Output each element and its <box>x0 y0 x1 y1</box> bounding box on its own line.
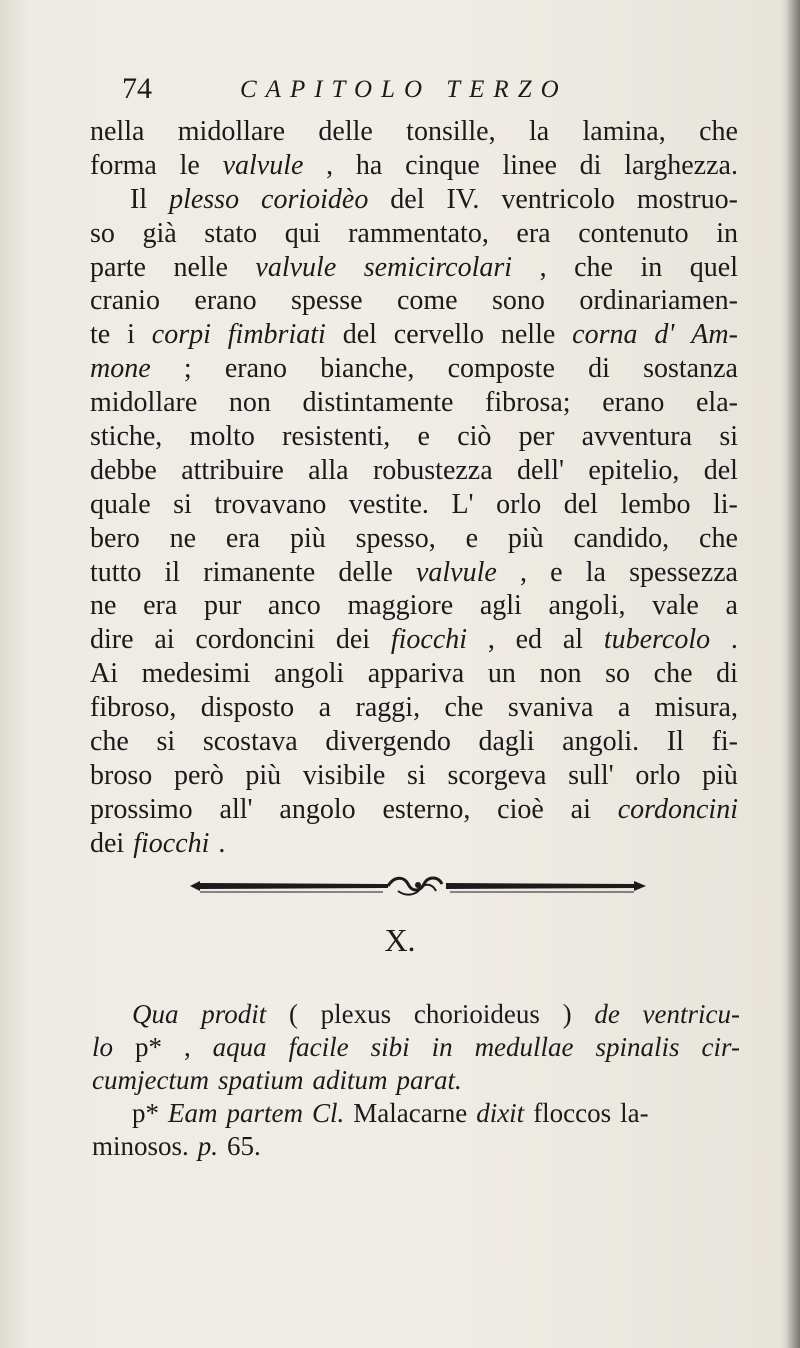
text-line: midollare non distintamente fibrosa; erano ela- <box>90 387 738 419</box>
section-number: X. <box>384 922 416 958</box>
text-line: p* Eam partem Cl. Malacarne dixit floccos la- <box>132 1098 649 1128</box>
text-line: prossimo all' angolo esterno, cioè ai cordoncini <box>90 793 738 825</box>
text-line: parte nelle valvule semicircolari , che in quel <box>90 251 738 283</box>
text-line: stiche, molto resistenti, e ciò per avventura si <box>90 421 738 453</box>
decorative-rule-icon <box>188 873 648 899</box>
text-line: broso però più visibile si scorgeva sull' orlo più <box>90 759 738 791</box>
text-line: quale si trovavano vestite. L' orlo del lembo li- <box>90 488 738 520</box>
text-line: nella midollare delle tonsille, la lamina, che <box>90 116 738 147</box>
text-line: minosos. p. 65. <box>92 1131 261 1161</box>
text-line: lo p* , aqua facile sibi in medullae spinalis cir- <box>92 1032 740 1062</box>
text-line: so già stato qui rammentato, era contenuto in <box>90 217 738 249</box>
running-head: CAPITOLO TERZO <box>240 76 568 103</box>
footnote <box>92 998 740 1163</box>
text-line: cranio erano spesse come sono ordinariamen- <box>90 285 738 317</box>
text-line: tutto il rimanente delle valvule , e la spessezza <box>90 556 738 588</box>
text-line: dire ai cordoncini dei fiocchi , ed al tubercolo . <box>90 624 738 656</box>
page-shadow <box>786 0 800 1348</box>
text-line: bero ne era più spesso, e più candido, che <box>90 522 738 554</box>
text-line: Qua prodit ( plexus chorioideus ) de ventricu- <box>132 999 740 1029</box>
text-line: che si scostava divergendo dagli angoli. Il fi- <box>90 726 738 758</box>
text-line: fibroso, disposto a raggi, che svaniva a misura, <box>90 692 738 724</box>
text-line: Ai medesimi angoli appariva un non so che di <box>90 658 738 690</box>
text-line: cumjectum spatium aditum parat. <box>92 1065 462 1095</box>
text-line: Il plesso corioidèo del IV. ventricolo mostruo- <box>130 183 738 215</box>
text-line: forma le valvule , ha cinque linee di larghezza. <box>90 149 738 181</box>
page-header <box>92 72 712 116</box>
page-number: 74 <box>122 72 152 105</box>
text-line: te i corpi fimbriati del cervello nelle corna d' Am- <box>90 319 738 351</box>
text-line: debbe attribuire alla robustezza dell' epitelio, del <box>90 454 738 486</box>
text-line: mone ; erano bianche, composte di sostanza <box>90 353 738 385</box>
text-line: dei fiocchi . <box>90 827 226 859</box>
text-line: ne era pur anco maggiore agli angoli, vale a <box>90 590 738 622</box>
body-text <box>90 115 738 861</box>
